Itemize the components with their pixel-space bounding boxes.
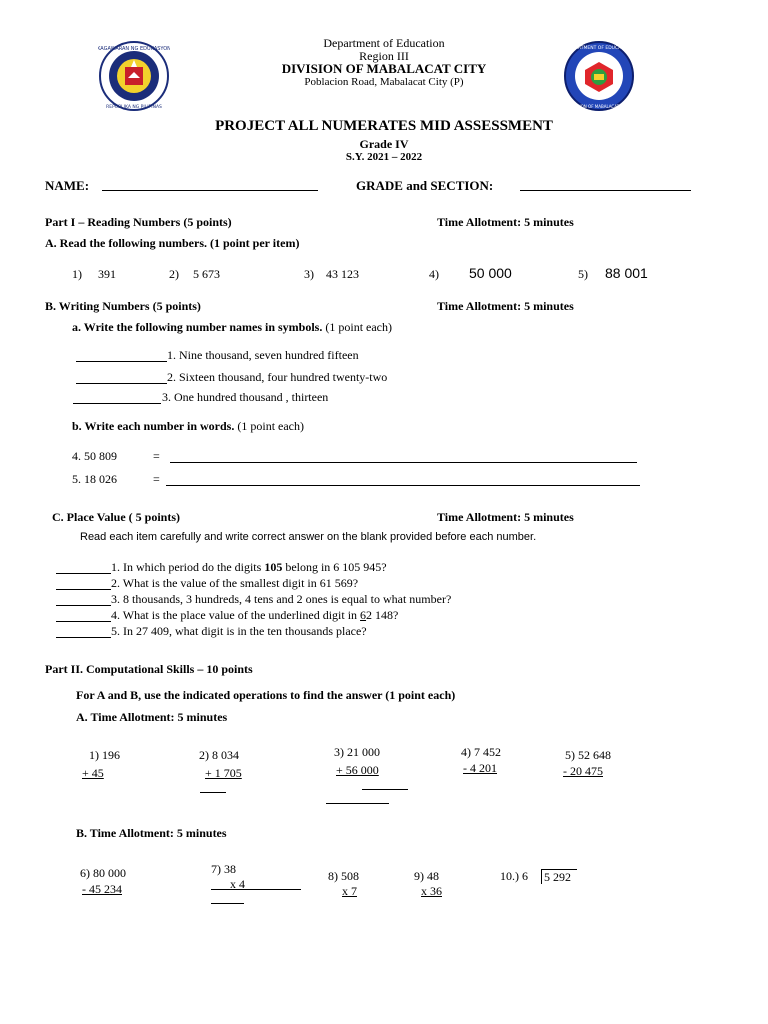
comp-item-7-bottom: x 4 <box>230 877 245 891</box>
words-item-5-equals: = <box>153 472 160 486</box>
partC-time: Time Allotment: 5 minutes <box>437 510 574 524</box>
comp-item-6-top: 6) 80 000 <box>80 866 126 880</box>
partB-a-heading: a. Write the following number names in symbols. (1 point each) <box>72 320 392 334</box>
comp-answer-2[interactable] <box>200 792 226 793</box>
grade-section-label: GRADE and SECTION: <box>356 178 494 193</box>
part2-heading: Part II. Computational Skills – 10 points <box>45 662 253 676</box>
pv-blank-4[interactable] <box>56 621 111 622</box>
partC-heading: C. Place Value ( 5 points) <box>52 510 181 524</box>
part1-a-heading: A. Read the following numbers. (1 point per item) <box>45 236 300 250</box>
grade-section-field[interactable] <box>520 190 691 191</box>
answer-blank-1[interactable] <box>76 361 167 362</box>
svg-text:REPUBLIKA NG PILIPINAS: REPUBLIKA NG PILIPINAS <box>106 105 162 110</box>
comp-item-2-bottom: + 1 705 <box>205 766 242 780</box>
comp-item-8-bottom: x 7 <box>342 884 357 898</box>
partC-instructions: Read each item carefully and write correct answer on the blank provided before each number. <box>80 531 537 543</box>
comp-answer-3b[interactable] <box>326 803 389 804</box>
svg-text:DIVISION OF MABALACAT CITY: DIVISION OF MABALACAT CITY <box>568 104 630 109</box>
read-item-3: 43 123 <box>326 267 359 281</box>
pv-blank-5[interactable] <box>56 637 111 638</box>
read-item-5: 88 001 <box>605 265 648 281</box>
comp-item-5-top: 5) 52 648 <box>565 748 611 762</box>
name-label: NAME: <box>45 178 90 193</box>
symbol-item-3: 3. One hundred thousand , thirteen <box>162 390 329 404</box>
school-year: S.Y. 2021 – 2022 <box>345 151 423 163</box>
comp-answer-3a[interactable] <box>362 789 408 790</box>
comp-item-4-top: 4) 7 452 <box>461 745 501 759</box>
header-dept: Department of Education <box>323 36 445 50</box>
comp-item-9-top: 9) 48 <box>414 869 439 883</box>
comp-item-1-top: 1) 196 <box>89 748 120 762</box>
comp-item-6-bottom: - 45 234 <box>82 882 122 896</box>
name-field[interactable] <box>102 190 318 191</box>
words-answer-4[interactable] <box>170 462 637 463</box>
read-item-4-num: 4) <box>429 267 439 281</box>
comp-item-2-top: 2) 8 034 <box>199 748 239 762</box>
svg-text:KAGAWARAN NG EDUKASYON: KAGAWARAN NG EDUKASYON <box>98 46 170 52</box>
words-item-4-number: 4. 50 809 <box>72 449 117 463</box>
partB-b-heading: b. Write each number in words. (1 point each) <box>72 419 304 433</box>
pv-blank-3[interactable] <box>56 605 111 606</box>
words-item-5-number: 5. 18 026 <box>72 472 117 486</box>
part2-instruction: For A and B, use the indicated operations to find the answer (1 point each) <box>76 688 456 702</box>
partB-time: Time Allotment: 5 minutes <box>437 299 574 313</box>
part2-a-heading: A. Time Allotment: 5 minutes <box>76 710 228 724</box>
read-item-4: 50 000 <box>469 265 512 281</box>
pv-item-5: 5. In 27 409, what digit is in the ten thousands place? <box>111 624 367 638</box>
pv-item-1: 1. In which period do the digits 105 belong in 6 105 945? <box>111 560 387 574</box>
words-item-4-equals: = <box>153 449 160 463</box>
pv-item-2: 2. What is the value of the smallest digit in 61 569? <box>111 576 359 590</box>
partB-heading: B. Writing Numbers (5 points) <box>45 299 201 313</box>
grade-label: Grade IV <box>359 137 409 151</box>
read-item-1: 391 <box>98 267 116 281</box>
comp-item-10-divisor: 10.) 6 <box>500 869 528 883</box>
read-item-2: 5 673 <box>193 267 220 281</box>
symbol-item-2: 2. Sixteen thousand, four hundred twenty-two <box>167 370 388 384</box>
answer-blank-3[interactable] <box>73 403 161 404</box>
read-item-5-num: 5) <box>578 267 588 281</box>
comp-item-8-top: 8) 508 <box>328 869 359 883</box>
words-answer-5[interactable] <box>166 485 640 486</box>
part1-heading: Part I – Reading Numbers (5 points) <box>45 215 232 229</box>
comp-item-7-top: 7) 38 <box>211 862 236 876</box>
comp-item-10-dividend: 5 292 <box>541 869 577 884</box>
page-title: PROJECT ALL NUMERATES MID ASSESSMENT <box>215 118 553 134</box>
comp-rule-7 <box>211 889 301 890</box>
pv-blank-2[interactable] <box>56 589 111 590</box>
pv-item-3: 3. 8 thousands, 3 hundreds, 4 tens and 2 ones is equal to what number? <box>111 592 452 606</box>
pv-blank-1[interactable] <box>56 573 111 574</box>
comp-item-9-bottom: x 36 <box>421 884 442 898</box>
comp-answer-7[interactable] <box>211 903 244 904</box>
part2-b-heading: B. Time Allotment: 5 minutes <box>76 826 227 840</box>
header-region: Region III <box>359 49 409 63</box>
answer-blank-2[interactable] <box>76 383 167 384</box>
read-item-2-num: 2) <box>169 267 179 281</box>
part1-time: Time Allotment: 5 minutes <box>437 215 574 229</box>
header-division: DIVISION OF MABALACAT CITY <box>281 61 487 76</box>
comp-item-1-bottom: + 45 <box>82 766 104 780</box>
comp-item-3-top: 3) 21 000 <box>334 745 380 759</box>
read-item-3-num: 3) <box>304 267 314 281</box>
comp-item-4-bottom: - 4 201 <box>463 761 497 775</box>
svg-text:DEPARTMENT OF EDUCATION: DEPARTMENT OF EDUCATION <box>566 46 632 51</box>
read-item-1-num: 1) <box>72 267 82 281</box>
pv-item-4: 4. What is the place value of the underlined digit in 62 148? <box>111 608 399 622</box>
symbol-item-1: 1. Nine thousand, seven hundred fifteen <box>167 348 359 362</box>
comp-item-5-bottom: - 20 475 <box>563 764 603 778</box>
header-address: Poblacion Road, Mabalacat City (P) <box>304 76 464 88</box>
comp-item-3-bottom: + 56 000 <box>336 763 379 777</box>
